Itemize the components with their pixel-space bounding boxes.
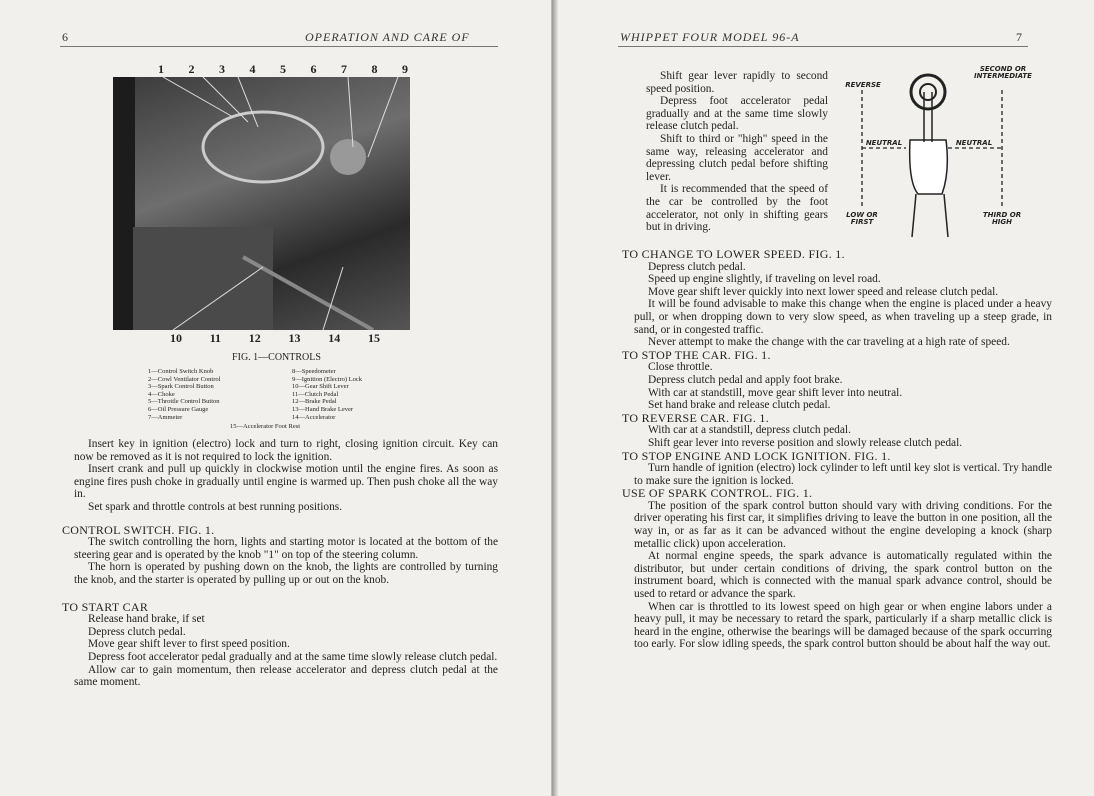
gear-shift-diagram — [838, 62, 1038, 244]
fig-num: 14 — [328, 331, 341, 345]
paragraph: It is recommended that the speed of the car be controlled by the foot accelerator, not only in shifting gears but in driving. — [646, 183, 828, 234]
fig-num: 1 — [158, 62, 164, 76]
section-heading: TO STOP THE CAR. FIG. 1. — [622, 347, 771, 362]
paragraph: Set hand brake and release clutch pedal. — [648, 399, 831, 412]
running-head: OPERATION AND CARE OF — [305, 30, 470, 44]
paragraph: Allow car to gain momentum, then release accelerator and depress clutch pedal at the same moment. — [74, 663, 498, 689]
header-rule — [60, 46, 498, 47]
paragraph: Depress clutch pedal. — [88, 625, 186, 638]
gear-label-first: LOW OR FIRST — [846, 211, 878, 226]
legend-item: 15—Accelerator Foot Rest — [230, 423, 301, 430]
legend-left — [148, 368, 220, 421]
fig-num: 12 — [248, 331, 261, 345]
paragraph: With car at a standstill, depress clutch pedal. — [648, 424, 851, 437]
paragraph: Move gear shift lever quickly into next lower speed and release clutch pedal. — [648, 285, 999, 298]
paragraph: Speed up engine slightly, if traveling on level road. — [648, 273, 881, 286]
legend-item: 12—Brake Pedal — [292, 398, 337, 406]
page-number: 6 — [62, 30, 69, 44]
gear-label-neutral: NEUTRAL — [955, 139, 993, 147]
fig-num: 6 — [310, 62, 317, 76]
gear-label-third: THIRD OR HIGH — [982, 211, 1022, 226]
fig-num: 9 — [402, 62, 408, 76]
legend-item: 5—Throttle Control Button — [148, 398, 220, 406]
fig-num: 8 — [371, 62, 378, 76]
section-heading: TO STOP ENGINE AND LOCK IGNITION. FIG. 1. — [622, 448, 891, 463]
fig-num: 2 — [188, 62, 195, 76]
paragraph: Depress foot accelerator pedal gradually and at the same time slowly release clutch pedal. — [88, 650, 498, 663]
section-heading: TO REVERSE CAR. FIG. 1. — [622, 410, 770, 425]
figure-top-numbers — [158, 62, 408, 77]
paragraph: The switch controlling the horn, lights and starting motor is located at the bottom of the steering gear and is operated by the knob "1" on top of the steering column. — [74, 536, 498, 561]
gear-label-reverse: REVERSE — [845, 81, 881, 89]
paragraph: Turn handle of ignition (electro) lock cylinder to left until key slot is vertical. Try handle to make sure the ignition is locked. — [634, 462, 1052, 487]
paragraph: It will be found advisable to make this change when the engine is placed under a heavy pull, or when dropping down to very slow speed, as when traveling up a steep grade, in sand, or in congested traffic. — [634, 298, 1052, 336]
paragraph: At normal engine speeds, the spark advance is automatically regulated within the distributor, but under certain conditions of driving, the spark control button on the instrument board, which is connected with the manual spark advance control, should be used to retard or advance the spark. — [634, 550, 1052, 601]
body-text-left — [62, 438, 498, 689]
legend-item: 8—Speedometer — [292, 368, 336, 375]
paragraph: Shift to third or "high" speed in the same way, releasing accelerator and depressing clutch pedal before shifting lever. — [646, 132, 828, 183]
fig-num: 13 — [288, 331, 301, 345]
legend-item: 2—Cowl Ventilator Control — [148, 375, 221, 383]
page-number: 7 — [1016, 30, 1023, 44]
legend-item: 11—Clutch Pedal — [292, 390, 339, 398]
fig-num: 11 — [209, 331, 222, 345]
paragraph: Move gear shift lever to first speed position. — [88, 638, 290, 651]
paragraph: Depress clutch pedal and apply foot brake. — [648, 373, 843, 386]
legend-item: 4—Choke — [148, 390, 175, 398]
body-text-right — [622, 247, 1052, 651]
paragraph: Insert crank and pull up quickly in clockwise motion until the engine fires. As soon as engine fires push choke in gradually until engine is warmed up. Then push choke all the way in. — [74, 463, 498, 501]
fig-num: 3 — [219, 62, 225, 76]
paragraph: Insert key in ignition (electro) lock and turn to right, closing ignition circuit. Key can now be removed as it is not required to lock the ignition. — [74, 438, 498, 463]
fig-num: 15 — [367, 331, 380, 345]
paragraph: The horn is operated by pushing down on the knob, the lights are controlled by turning the knob, and the starter is operated by pulling up or out on the knob. — [74, 561, 498, 586]
intro-text — [646, 70, 828, 234]
figure-bottom-numbers — [170, 331, 380, 346]
section-heading: CONTROL SWITCH. FIG. 1. — [62, 522, 215, 537]
legend-item: 14—Accelerator — [292, 413, 336, 421]
fig-num: 5 — [280, 62, 286, 76]
fig-num: 7 — [341, 62, 347, 76]
legend-item: 9—Ignition (Electro) Lock — [292, 375, 363, 383]
gear-label-second: SECOND OR INTERMEDIATE — [974, 65, 1032, 80]
legend-right — [292, 368, 362, 421]
header-rule — [618, 46, 1028, 47]
section-heading: TO CHANGE TO LOWER SPEED. FIG. 1. — [622, 247, 845, 261]
legend-item: 1—Control Switch Knob — [148, 368, 214, 375]
legend-item: 6—Oil Pressure Gauge — [148, 405, 209, 413]
fig-num: 4 — [249, 62, 256, 76]
paragraph: Shift gear lever into reverse position and slowly release clutch pedal. — [648, 436, 963, 449]
running-head: WHIPPET FOUR MODEL 96-A — [620, 30, 800, 44]
paragraph: Close throttle. — [648, 361, 713, 374]
legend-item: 7—Ammeter — [148, 413, 183, 421]
dashboard-photo — [113, 77, 410, 330]
legend-item: 13—Hand Brake Lever — [292, 405, 354, 413]
paragraph: Depress foot accelerator pedal gradually and at the same time slowly release clutch pedal. — [646, 95, 828, 133]
fig-num: 10 — [170, 331, 182, 345]
section-heading: TO START CAR — [62, 599, 149, 614]
paragraph: When car is throttled to its lowest speed on high gear or when engine labors under a heavy pull, it may be necessary to retard the spark, particularly if a sharp metallic click is heard in the engine, otherwise the bearings will be damaged because of the spark occurring too early. For slow idling speeds, the spark control button should be about half the way out. — [634, 600, 1052, 651]
section-heading: USE OF SPARK CONTROL. FIG. 1. — [622, 486, 813, 501]
paragraph: Depress clutch pedal. — [648, 260, 746, 273]
paragraph: Never attempt to make the change with the car traveling at a high rate of speed. — [648, 336, 1010, 349]
paragraph: Set spark and throttle controls at best running positions. — [88, 500, 343, 513]
gear-label-neutral: NEUTRAL — [865, 139, 903, 147]
paragraph: The position of the spark control button should vary with driving conditions. For the driver operating his first car, it simplifies driving to leave the button in one position, all the way in, or as far as it can be advanced without the engine developing a knock (sharp metallic click) upon acceleration. — [634, 499, 1052, 550]
legend-item: 3—Spark Control Button — [148, 383, 214, 391]
figure-caption: FIG. 1—CONTROLS — [232, 352, 321, 363]
legend-item: 10—Gear Shift Lever — [292, 383, 349, 391]
paragraph: Shift gear lever rapidly to second speed position. — [646, 70, 828, 95]
paragraph: Release hand brake, if set — [88, 613, 205, 626]
paragraph: With car at standstill, move gear shift lever into neutral. — [648, 386, 903, 399]
